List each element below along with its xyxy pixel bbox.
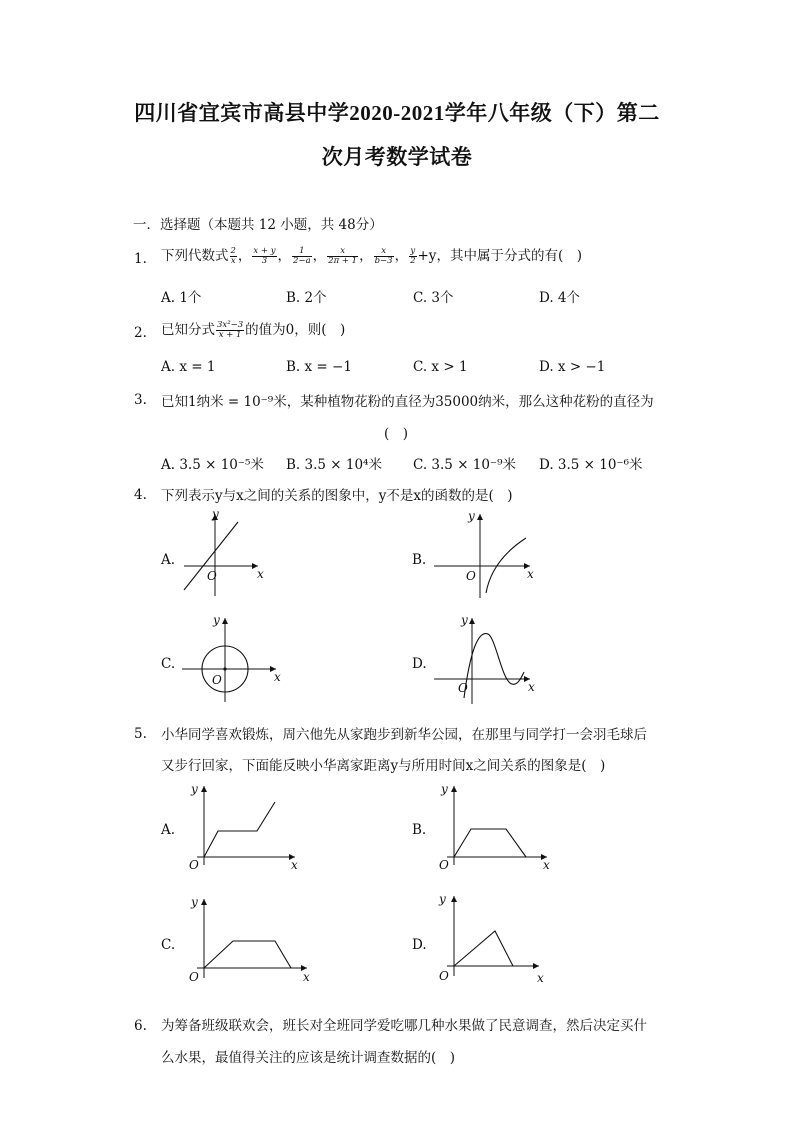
page-title-line1: 四川省宜宾市高县中学2020-2021学年八年级（下）第二	[134, 101, 660, 125]
question-2-text	[161, 318, 345, 340]
svg-text:x: x	[274, 670, 281, 684]
q5-option-b-label[interactable]: B.	[412, 822, 427, 838]
svg-text:O: O	[439, 858, 449, 872]
q1-frac-5: $\frac{x}{b-3}$	[374, 246, 393, 266]
question-2-number: 2.	[134, 325, 147, 341]
svg-text:O: O	[466, 569, 476, 583]
q2-frac: $\frac{\text{3x²−3}}{x + 1}$	[217, 320, 244, 340]
svg-text:x: x	[543, 858, 550, 872]
q5-graph-a	[185, 780, 305, 875]
q4-option-b-label[interactable]: B.	[412, 552, 427, 568]
q3-option-a[interactable]: A. 3.5 × 10⁻⁵米	[161, 457, 264, 473]
svg-text:y: y	[191, 895, 198, 909]
svg-text:x: x	[291, 858, 298, 872]
q3-option-b[interactable]: B. 3.5 × 10⁴米	[286, 457, 382, 473]
q3-option-c[interactable]: C. 3.5 × 10⁻⁹米	[413, 457, 517, 473]
question-3-number: 3.	[134, 392, 147, 408]
svg-text:y: y	[461, 613, 468, 627]
q1-frac-1: $\frac{2}{x}$	[230, 246, 236, 266]
q1-option-d[interactable]: D. 4个	[539, 290, 581, 306]
question-3-text: 已知1纳米 = 10⁻⁹米，某种植物花粉的直径为35000纳米，那么这种花粉的直径为	[161, 394, 654, 410]
svg-text:x: x	[303, 970, 310, 984]
svg-text:x: x	[527, 567, 534, 581]
svg-text:y: y	[441, 782, 448, 796]
svg-text:O: O	[212, 673, 222, 687]
q4-option-a-label[interactable]: A.	[161, 552, 176, 568]
q1-option-b[interactable]: B. 2个	[286, 290, 327, 306]
q5-graph-d	[435, 890, 555, 988]
q1-option-c[interactable]: C. 3个	[413, 290, 454, 306]
svg-text:y: y	[213, 613, 220, 627]
q2-tail: 的值为0，则( )	[245, 322, 346, 338]
svg-text:x: x	[257, 567, 264, 581]
q2-lead: 已知分式	[161, 322, 215, 338]
svg-text:x: x	[537, 971, 544, 985]
question-4-text: 下列表示y与x之间的关系的图象中，y不是x的函数的是( )	[161, 488, 513, 504]
q4-option-c-label[interactable]: C.	[161, 656, 176, 672]
question-3-paren: ( )	[384, 426, 409, 442]
question-6-line2: 么水果，最值得关注的应该是统计调查数据的( )	[161, 1050, 456, 1066]
q1-tail: +y，其中属于分式的有( )	[417, 248, 582, 264]
q1-frac-6: $\frac{y}{2}$	[410, 246, 416, 266]
section-heading: 一．选择题（本题共 12 小题，共 48分）	[133, 217, 383, 233]
q5-graph-c	[185, 893, 315, 988]
question-5-line2: 又步行回家，下面能反映小华离家距离y与所用时间x之间关系的图象是( )	[161, 758, 606, 774]
question-5-number: 5.	[134, 726, 147, 742]
svg-text:O: O	[439, 969, 449, 983]
q5-option-d-label[interactable]: D.	[412, 937, 427, 953]
q2-option-c[interactable]: C. x > 1	[413, 359, 468, 375]
question-5-line1: 小华同学喜欢锻炼，周六他先从家跑步到新华公园，在那里与同学打一会羽毛球后	[161, 727, 647, 743]
q4-graph-a	[178, 508, 278, 598]
q4-graph-c	[178, 612, 288, 702]
q4-option-d-label[interactable]: D.	[412, 656, 427, 672]
q2-option-d[interactable]: D. x > −1	[539, 359, 606, 375]
q1-frac-2: $\frac{x + y}{3}$	[253, 246, 276, 266]
svg-text:O: O	[207, 569, 217, 583]
question-1-text: 下列代数式 $\frac{2}{x}$ ， $\frac{x + y}{3}$ ， $\frac{1}{2-a}$ ， $\frac{x}{2\pi + 1}$ ， $\frac{x}{b-3}$ ， $\frac{y}{2}$ +y，其中属于分式的有( )	[161, 246, 582, 266]
svg-text:y: y	[439, 892, 446, 906]
q5-option-a-label[interactable]: A.	[161, 822, 176, 838]
q1-frac-3: $\frac{1}{2-a}$	[293, 246, 311, 266]
q5-graph-b	[435, 780, 555, 875]
q4-graph-b	[430, 508, 540, 598]
question-1-number: 1.	[134, 251, 147, 267]
svg-text:O: O	[189, 858, 199, 872]
page-title-line2: 次月考数学试卷	[321, 145, 473, 169]
question-4-number: 4.	[134, 487, 147, 503]
svg-text:x: x	[528, 680, 535, 694]
svg-text:O: O	[189, 970, 199, 984]
q5-option-c-label[interactable]: C.	[161, 937, 176, 953]
q2-option-a[interactable]: A. x = 1	[161, 359, 216, 375]
q1-option-a[interactable]: A. 1个	[161, 290, 202, 306]
q1-lead: 下列代数式	[161, 248, 229, 264]
q2-option-b[interactable]: B. x = −1	[286, 359, 352, 375]
svg-text:y: y	[191, 782, 198, 796]
question-6-line1: 为筹备班级联欢会，班长对全班同学爱吃哪几种水果做了民意调查，然后决定买什	[161, 1018, 647, 1034]
svg-text:y: y	[212, 507, 219, 521]
q4-graph-d	[430, 612, 540, 702]
q3-option-d[interactable]: D. 3.5 × 10⁻⁶米	[539, 457, 643, 473]
question-6-number: 6.	[134, 1018, 147, 1034]
svg-text:O: O	[458, 681, 468, 695]
q1-frac-4: $\frac{x}{2\pi + 1}$	[328, 246, 358, 266]
svg-text:y: y	[468, 509, 475, 523]
